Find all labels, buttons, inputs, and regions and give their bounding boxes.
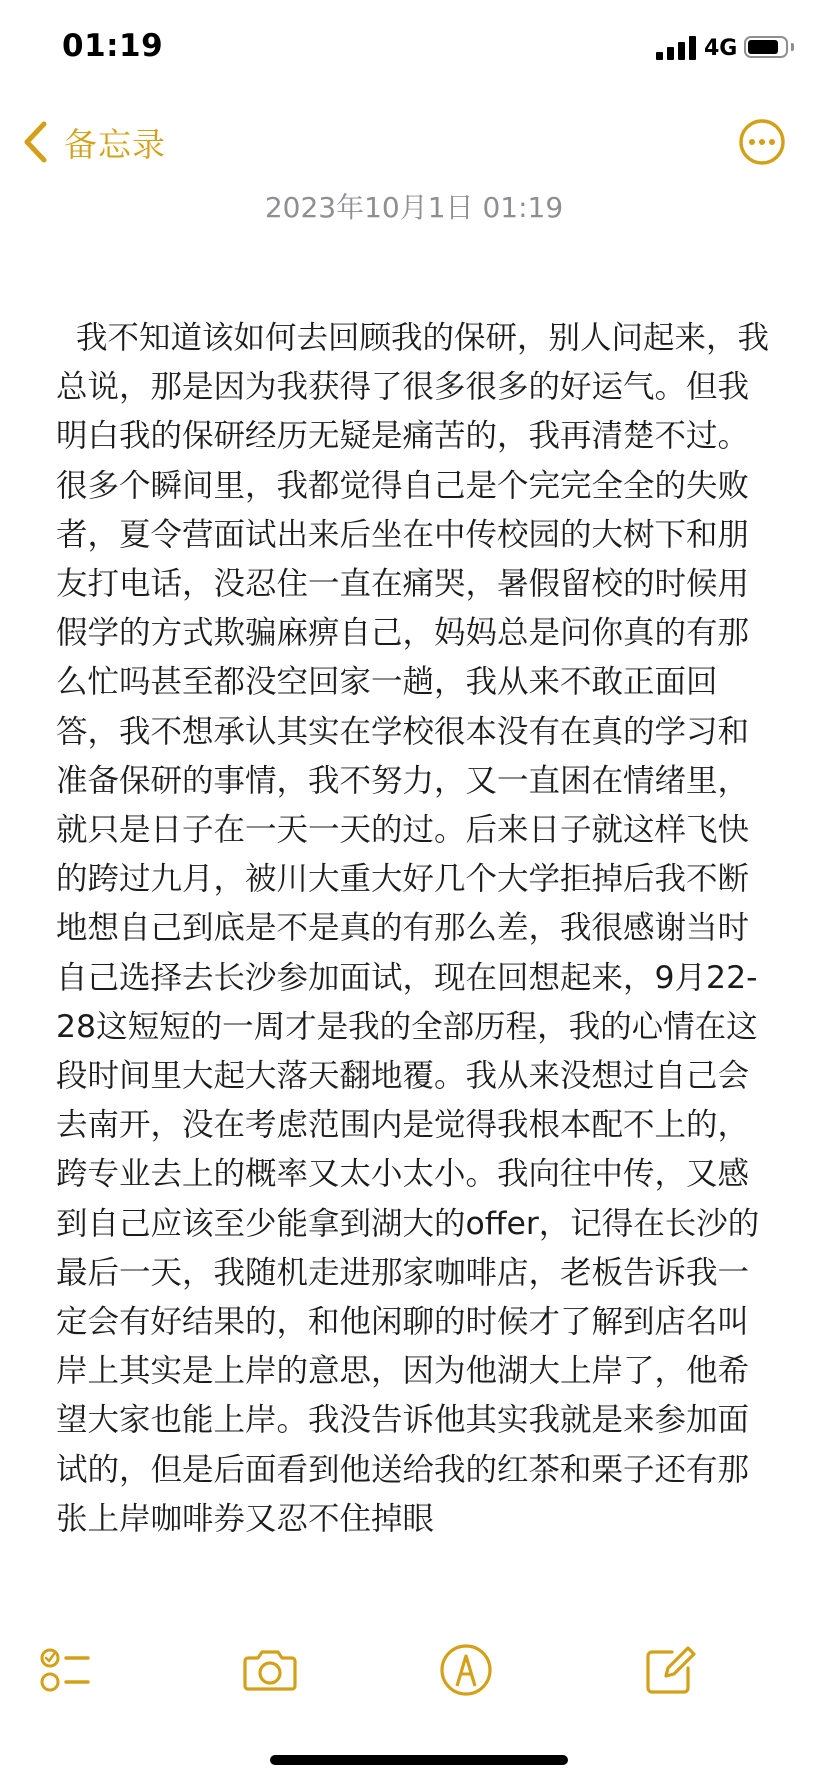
- markup-icon: [436, 1640, 496, 1700]
- camera-button[interactable]: [240, 1640, 300, 1700]
- checklist-icon: [38, 1640, 98, 1700]
- camera-icon: [240, 1640, 300, 1700]
- note-body-text[interactable]: 我不知道该如何去回顾我的保研，别人问起来，我总说，那是因为我获得了很多很多的好运气。但我明白我的保研经历无疑是痛苦的，我再清楚不过。很多个瞬间里，我都觉得自己是个完完全全的失败者，夏令营面试出来后坐在中传校园的大树下和朋友打电话，没忍住一直在痛哭，暑假留校的时候用假学的方式欺骗麻痹自己，妈妈总是问你真的有那么忙吗甚至都没空回家一趟，我从来不敢正面回答，我不想承认其实在学校很本没有在真的学习和准备保研的事情，我不努力，又一直困在情绪里，就只是日子在一天一天的过。后来日子就这样飞快的跨过九月，被川大重大好几个大学拒掉后我不断地想自己到底是不是真的有那么差，我很感谢当时自己选择去长沙参加面试，现在回想起来，9月22-28这短短的一周才是我的全部历程，我的心情在这段时间里大起大落天翻地覆。我从来没想过自己会去南开，没在考虑范围内是觉得我根本配不上的，跨专业去上的概率又太小太小。我向往中传，又感到自己应该至少能拿到湖大的offer，记得在长沙的最后一天，我随机走进那家咖啡店，老板告诉我一定会有好结果的，和他闲聊的时候才了解到店名叫岸上其实是上岸的意思，因为他湖大上岸了，他希望大家也能上岸。我没告诉他其实我就是来参加面试的，但是后面看到他送给我的红茶和栗子还有那张上岸咖啡券又忍不住掉眼: [56, 320, 770, 1537]
- bottom-toolbar: [0, 1640, 828, 1720]
- ellipsis-circle-icon: [738, 118, 786, 166]
- markup-button[interactable]: [436, 1640, 496, 1700]
- more-options-button[interactable]: [738, 118, 786, 166]
- cellular-signal-icon: [656, 36, 698, 60]
- chevron-left-icon: [22, 120, 50, 164]
- status-bar: [0, 0, 828, 100]
- status-time: 01:19: [62, 28, 164, 64]
- compose-icon: [640, 1640, 700, 1700]
- note-date: 2023年10月1日 01:19: [264, 191, 564, 224]
- back-button-label: 备忘录: [64, 124, 166, 164]
- battery-nub: [791, 43, 794, 51]
- network-type: 4G: [704, 36, 738, 61]
- compose-button[interactable]: [640, 1640, 700, 1700]
- back-button[interactable]: [22, 118, 166, 166]
- checklist-button[interactable]: [38, 1640, 98, 1700]
- battery-icon: [744, 36, 788, 58]
- home-indicator[interactable]: [270, 1755, 568, 1765]
